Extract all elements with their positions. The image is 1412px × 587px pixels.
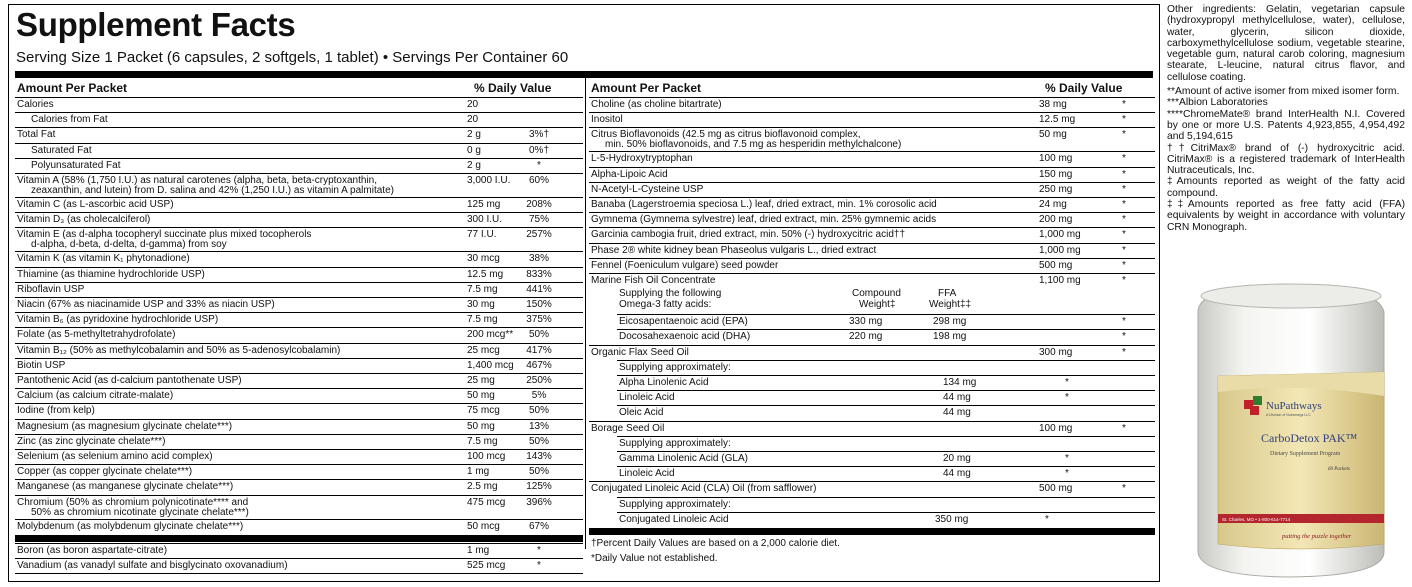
nutrient-row (15, 358, 583, 373)
other-ingredients: Other ingredients: Gelatin, vegetarian capsule (hydroxypropyl methylcellulose, water), cellulose, water, glycerin, silicon dioxide, carboxymethylcellulose sodium, vegetable stearine, vegetable gum, natural carob coloring, magnesium stearate, L-leucine, natural citrus flavor, and cellulose coating. (1167, 4, 1405, 83)
nutrient-dv: 50% (528, 329, 549, 341)
ingredient-name: L-5-Hydroxytryptophan (591, 153, 693, 165)
nutrient-dv: 0%† (528, 144, 549, 156)
nutrient-row (15, 267, 583, 282)
nutrient-row (15, 282, 583, 297)
oil-row (589, 481, 1155, 496)
nutrient-row (15, 419, 583, 434)
ingredient-name: Inositol (591, 114, 623, 126)
nutrient-name: Thiamine (as thiamine hydrochloride USP) (17, 268, 205, 280)
nutrient-row (15, 143, 583, 158)
nutrient-row (15, 449, 583, 464)
nutrient-dv: * (537, 560, 541, 571)
nutrient-name: Boron (as boron aspartate-citrate) (17, 544, 168, 556)
panel-title: Supplement Facts (16, 6, 296, 43)
oil-amount: 500 mg (1039, 483, 1073, 495)
ingredient-amount: 38 mg (1039, 99, 1067, 110)
ffa-header: FFA (938, 288, 957, 300)
fatty-acid-name: Linoleic Acid (619, 392, 675, 404)
fatty-acid-amount: 44 mg (943, 407, 971, 419)
nutrient-amount: 525 mcg (467, 560, 506, 571)
fatty-acid-name: Eicosapentaenoic acid (EPA) (619, 316, 748, 328)
fatty-acid-amount: 134 mg (943, 377, 977, 388)
ingredient-row (589, 112, 1155, 127)
ingredient-row (589, 243, 1155, 258)
nutrient-name: Vitamin C (as L-ascorbic acid USP) (17, 199, 174, 210)
nutrient-dv: 375% (526, 314, 552, 326)
fish-oil-subheader (589, 288, 1155, 314)
ingredient-amount: 1,000 mg (1039, 244, 1081, 256)
nutrient-row (15, 464, 583, 479)
oil-name: Borage Seed Oil (591, 422, 665, 434)
nutrient-name: Niacin (67% as niacinamide USP and 33% as niacin USP) (17, 299, 275, 310)
nutrient-name: Riboflavin USP (17, 283, 85, 295)
ingredient-name: Gymnema (Gymnema sylvestre) leaf, dried extract, min. 25% gymnemic acids (591, 214, 937, 226)
nutrient-amount: 30 mcg (467, 253, 500, 265)
nutrient-name: Polyunsaturated Fat (31, 159, 121, 171)
ingredient-dv: * (1122, 129, 1126, 141)
section-rule (15, 535, 583, 542)
nutrient-amount: 50 mg (467, 390, 495, 402)
nutrient-row (15, 297, 583, 312)
left-column (15, 78, 583, 578)
side-notes (1167, 4, 1405, 233)
fatty-acid-row (617, 466, 1155, 481)
nutrient-name: Selenium (as selenium amino acid complex) (17, 451, 213, 462)
nutrient-dv: * (537, 159, 541, 171)
ingredient-amount: 1,100 mg (1039, 275, 1081, 286)
nutrient-name: Calcium (as calcium citrate-malate) (17, 390, 174, 402)
supplying-label: Supplying approximately: (619, 437, 731, 449)
footnote-isomer: **Amount of active isomer from mixed isomer form. (1167, 86, 1400, 98)
dv-header: % Daily Value (1045, 81, 1123, 95)
nutrient-dv: 150% (526, 299, 552, 310)
nutrient-amount: 100 mcg (467, 451, 506, 462)
nutrient-amount: 50 mg (467, 420, 495, 432)
nutrient-row (15, 388, 583, 403)
nutrient-row (15, 558, 583, 573)
nutrient-row (15, 251, 583, 266)
compound-header: Compound (852, 288, 901, 300)
ingredient-amount: 250 mg (1039, 183, 1073, 195)
nutrient-dv: 250% (526, 375, 552, 386)
supplement-facts-panel (8, 4, 1160, 582)
nutrient-row (15, 434, 583, 449)
fatty-acid-dv: * (1065, 453, 1069, 464)
nutrient-row (15, 197, 583, 212)
ingredient-amount: 200 mg (1039, 214, 1073, 226)
ingredient-row (589, 127, 1155, 151)
nutrient-name-cont: 50% as chromium nicotinate glycinate chelate***) (31, 506, 249, 518)
nutrient-name: Saturated Fat (31, 144, 92, 156)
nutrient-name: Chromium (50% as chromium polynicotinate**** and (17, 496, 249, 508)
nutrient-name: Total Fat (17, 129, 56, 141)
ingredient-dv: * (1122, 275, 1126, 286)
ingredient-dv: * (1122, 99, 1126, 110)
fatty-acid-amount: 44 mg (943, 392, 971, 404)
fatty-acid-dv: * (1045, 513, 1049, 525)
nutrient-amount: 1,400 mcg (467, 359, 514, 371)
nutrient-row (15, 312, 583, 327)
nutrient-amount: 25 mcg (467, 344, 500, 356)
supplying-label-2: Omega-3 fatty acids: (619, 299, 712, 311)
nutrient-name: Folate (as 5-methyltetrahydrofolate) (17, 329, 176, 341)
packet-count: 60 Packets (1328, 467, 1350, 472)
nutrient-name: Calories from Fat (31, 114, 108, 126)
amount-header: Amount Per Packet (591, 81, 702, 95)
nutrient-amount: 200 mcg** (467, 329, 514, 341)
ingredient-name: Phase 2® white kidney bean Phaseolus vulgaris L., dried extract (591, 244, 877, 256)
percent-dv-note: †Percent Daily Values are based on a 2,000 calorie diet. (591, 538, 840, 549)
amount-header: Amount Per Packet (17, 81, 128, 95)
product-name: CarboDetox PAK™ (1261, 431, 1358, 445)
nutrient-dv: 50% (528, 405, 549, 417)
fatty-acid-name: Oleic Acid (619, 407, 664, 419)
ingredient-dv: * (1122, 244, 1126, 256)
supplying-row (617, 436, 1155, 451)
nutrient-name: Calories (17, 99, 54, 110)
compound-header-2: Weight‡ (859, 299, 896, 311)
ingredient-row (589, 212, 1155, 227)
nutrient-row (15, 127, 583, 142)
footnote-citrimax: ††CitriMax® brand of (-) hydroxycitric acid. CitriMax® is a registered trademark of InterHealth Nutraceuticals, Inc. (1167, 142, 1405, 177)
ingredient-amount: 50 mg (1039, 129, 1067, 141)
nutrient-dv: * (537, 544, 541, 556)
nutrient-dv: 396% (526, 496, 552, 508)
ffa-header-2: Weight‡‡ (929, 299, 972, 311)
column-divider (585, 78, 586, 549)
oil-row (589, 421, 1155, 436)
fatty-acid-dv: * (1065, 468, 1069, 480)
fatty-acid-name: Alpha Linolenic Acid (619, 377, 709, 388)
ingredient-dv: * (1122, 168, 1126, 180)
ingredient-dv: * (1122, 259, 1126, 271)
nutrient-amount: 30 mg (467, 299, 495, 310)
nutrient-amount: 2 g (467, 129, 481, 141)
nutrient-name-cont: zeaxanthin, and lutein) from D. salina and 42% (1,250 I.U.) as vitamin A palmitate) (31, 185, 394, 196)
nutrient-name: Manganese (as manganese glycinate chelate***) (17, 481, 234, 493)
supplying-row (617, 497, 1155, 512)
bottom-line (15, 573, 583, 574)
ingredient-amount: 150 mg (1039, 168, 1073, 180)
nutrient-dv: 5% (531, 390, 547, 402)
nutrient-row (15, 479, 583, 494)
fatty-acid-row (617, 405, 1155, 420)
footnote-compound-weight: ‡Amounts reported as weight of the fatty acid compound. (1167, 176, 1405, 199)
nutrient-dv: 13% (528, 420, 549, 432)
nutrient-dv: 417% (526, 344, 552, 356)
nutrient-amount: 2.5 mg (467, 481, 498, 493)
nutrient-dv: 60% (528, 175, 549, 186)
nutrient-amount: 7.5 mg (467, 314, 498, 326)
nutrient-row (15, 158, 583, 173)
nutrient-row (15, 403, 583, 418)
nutrient-dv: 441% (526, 283, 552, 295)
nutrient-amount: 12.5 mg (467, 268, 504, 280)
fatty-acid-dv: * (1065, 377, 1069, 388)
nutrient-amount: 125 mg (467, 199, 501, 210)
nutrient-amount: 20 (467, 99, 479, 110)
nutrient-name-cont: d-alpha, d-beta, d-delta, d-gamma) from soy (31, 239, 227, 251)
nutrient-dv: 467% (526, 359, 552, 371)
footnote-ffa-weight: ‡‡Amounts reported as free fatty acid (FFA) equivalents by weight in accordance with voluntary CRN Monograph. (1167, 199, 1405, 233)
nutrient-dv: 257% (526, 229, 552, 241)
fatty-acid-name: Gamma Linolenic Acid (GLA) (619, 453, 748, 464)
nutrient-dv: 143% (526, 451, 552, 462)
ingredient-name: Citrus Bioflavonoids (42.5 mg as citrus bioflavonoid complex, (591, 129, 861, 141)
fatty-acid-row (617, 314, 1155, 329)
nutrient-amount: 50 mcg (467, 520, 500, 532)
nutrient-dv: 67% (528, 520, 549, 532)
serving-info: Serving Size 1 Packet (6 capsules, 2 softgels, 1 tablet) • Servings Per Container 60 (16, 49, 569, 66)
nutrient-amount: 1 mg (467, 544, 490, 556)
fatty-acid-amount: 44 mg (943, 468, 971, 480)
ingredient-dv: * (1122, 114, 1126, 126)
oil-dv: * (1122, 346, 1126, 358)
fatty-acid-amount: 350 mg (935, 513, 969, 525)
ingredient-name: Fennel (Foeniculum vulgare) seed powder (591, 259, 779, 271)
ingredient-row (589, 197, 1155, 212)
nutrient-dv: 38% (528, 253, 549, 265)
ingredient-row (589, 273, 1155, 288)
ingredient-dv: * (1122, 153, 1126, 165)
nutrient-name: Vanadium (as vanadyl sulfate and bisglycinato oxovanadium) (17, 560, 288, 571)
nutrient-amount: 7.5 mg (467, 283, 498, 295)
contact-line: St. Charles, MO • 1-800-614-7714 (1222, 517, 1291, 522)
top-rule (15, 71, 1153, 78)
nutrient-name: Iodine (from kelp) (17, 405, 95, 417)
ingredient-name: Garcinia cambogia fruit, dried extract, min. 50% (-) hydroxycitric acid†† (591, 229, 906, 241)
nutrient-amount: 1 mg (467, 466, 490, 478)
right-column-header (589, 80, 1155, 96)
ingredient-name: Choline (as choline bitartrate) (591, 99, 722, 110)
nutrient-dv: 50% (528, 466, 549, 478)
nutrient-row (15, 543, 583, 558)
nutrient-row (15, 373, 583, 388)
nutrient-name: Vitamin B₁₂ (50% as methylcobalamin and 50% as 5-adenosylcobalamin) (17, 344, 341, 356)
ingredient-amount: 24 mg (1039, 199, 1067, 210)
nutrient-amount: 475 mcg (467, 496, 506, 508)
right-column (589, 78, 1155, 578)
nutrient-dv: 3%† (528, 129, 549, 141)
ingredient-amount: 12.5 mg (1039, 114, 1076, 126)
fatty-acid-row (617, 390, 1155, 405)
compound-weight: 330 mg (849, 316, 883, 328)
tagline: putting the puzzle together (1282, 533, 1352, 540)
nutrient-name: Vitamin D₃ (as cholecalciferol) (17, 214, 151, 226)
fatty-acid-amount: 20 mg (943, 453, 971, 464)
oil-row (589, 345, 1155, 360)
nutrient-amount: 3,000 I.U. (467, 175, 511, 186)
nutrient-amount: 20 (467, 114, 479, 126)
fatty-acid-dv: * (1065, 392, 1069, 404)
nutrient-dv: 833% (526, 268, 552, 280)
nutrient-name: Zinc (as zinc glycinate chelate***) (17, 435, 166, 447)
fatty-acid-row (617, 451, 1155, 466)
nutrient-amount: 77 I.U. (467, 229, 497, 241)
nutrient-name: Vitamin B₆ (as pyridoxine hydrochloride USP) (17, 314, 219, 326)
brand-sub: A Division of Nutramegs LLC (1266, 413, 1311, 417)
dv-header: % Daily Value (474, 81, 552, 95)
nutrient-amount: 2 g (467, 159, 481, 171)
fatty-acid-row (617, 329, 1155, 344)
nutrient-name: Molybdenum (as molybdenum glycinate chelate***) (17, 520, 244, 532)
ingredient-name-cont: min. 50% bioflavonoids, and 7.5 mg as hesperidin methylchalcone) (605, 139, 902, 151)
ingredient-amount: 100 mg (1039, 153, 1073, 165)
section-rule (589, 528, 1155, 535)
nutrient-row (15, 97, 583, 112)
nutrient-dv: 50% (528, 435, 549, 447)
nutrient-amount: 25 mg (467, 375, 495, 386)
ingredient-row (589, 97, 1155, 112)
ingredient-dv: * (1122, 199, 1126, 210)
ingredient-name: Marine Fish Oil Concentrate (591, 275, 716, 286)
nutrient-name: Biotin USP (17, 359, 66, 371)
ingredient-row (589, 167, 1155, 182)
nutrient-row (15, 212, 583, 227)
nutrient-dv: 75% (528, 214, 549, 226)
compound-weight: 220 mg (849, 331, 883, 343)
oil-amount: 100 mg (1039, 422, 1073, 434)
ingredient-dv: * (1122, 229, 1126, 241)
ingredient-row (589, 258, 1155, 273)
dv-not-established-note: *Daily Value not established. (591, 553, 718, 564)
fatty-acid-dv: * (1122, 316, 1126, 328)
fatty-acid-name: Linoleic Acid (619, 468, 675, 480)
nutrient-row (15, 327, 583, 342)
product-jar-image (1178, 272, 1408, 580)
left-column-header (15, 80, 583, 96)
nutrient-name: Vitamin A (58% (1,750 I.U.) as natural carotenes (alpha, beta, beta-cryptoxanthin, (17, 175, 378, 186)
nutrient-amount: 75 mcg (467, 405, 500, 417)
ingredient-row (589, 151, 1155, 166)
nutrient-row (15, 495, 583, 519)
ingredient-dv: * (1122, 183, 1126, 195)
ingredient-amount: 1,000 mg (1039, 229, 1081, 241)
nutrient-amount: 7.5 mg (467, 435, 498, 447)
ingredient-name: Banaba (Lagerstroemia speciosa L.) leaf, dried extract, min. 1% corosolic acid (591, 199, 937, 210)
ffa-weight: 298 mg (933, 316, 967, 328)
footnote-chromemate: ****ChromeMate® brand InterHealth N.I. Covered by one or more U.S. Patents 4,923,855, 4,954,492 and 5,194,615 (1167, 108, 1405, 143)
ingredient-row (589, 182, 1155, 197)
ingredient-amount: 500 mg (1039, 259, 1073, 271)
fatty-acid-name: Docosahexaenoic acid (DHA) (619, 331, 751, 343)
fatty-acid-row (617, 512, 1155, 527)
fatty-acid-row (617, 375, 1155, 390)
supplying-label: Supplying approximately: (619, 498, 731, 510)
nutrient-amount: 300 I.U. (467, 214, 503, 226)
nutrient-row (15, 173, 583, 197)
nutrient-row (15, 519, 583, 534)
nutrient-name: Vitamin E (as d-alpha tocopheryl succinate plus mixed tocopherols (17, 229, 312, 241)
fatty-acid-dv: * (1122, 331, 1126, 343)
nutrient-name: Vitamin K (as vitamin K₁ phytonadione) (17, 253, 190, 265)
product-desc: Dietary Supplement Program (1270, 451, 1341, 457)
ingredient-dv: * (1122, 214, 1126, 226)
ingredient-name: N-Acetyl-L-Cysteine USP (591, 183, 704, 195)
nutrient-row (15, 343, 583, 358)
oil-amount: 300 mg (1039, 346, 1073, 358)
nutrient-name: Magnesium (as magnesium glycinate chelate***) (17, 420, 233, 432)
supplying-label: Supplying approximately: (619, 361, 731, 373)
fatty-acid-name: Conjugated Linoleic Acid (619, 513, 729, 525)
nutrient-name: Pantothenic Acid (as d-calcium pantothenate USP) (17, 375, 242, 386)
oil-dv: * (1122, 483, 1126, 495)
nutrient-row (15, 112, 583, 127)
nutrient-amount: 0 g (467, 144, 481, 156)
brand-name: NuPathways (1266, 400, 1322, 412)
nutrient-name: Copper (as copper glycinate chelate***) (17, 466, 193, 478)
oil-name: Organic Flax Seed Oil (591, 346, 689, 358)
supplying-row (617, 360, 1155, 375)
oil-name: Conjugated Linoleic Acid (CLA) Oil (from safflower) (591, 483, 817, 495)
ingredient-row (589, 227, 1155, 242)
supplying-label: Supplying the following (619, 288, 722, 300)
ingredient-name: Alpha-Lipoic Acid (591, 168, 668, 180)
ffa-weight: 198 mg (933, 331, 967, 343)
footnote-albion: ***Albion Laboratories (1167, 97, 1268, 109)
nutrient-dv: 125% (526, 481, 552, 493)
nutrient-dv: 208% (526, 199, 552, 210)
oil-dv: * (1122, 422, 1126, 434)
nutrient-row (15, 227, 583, 251)
